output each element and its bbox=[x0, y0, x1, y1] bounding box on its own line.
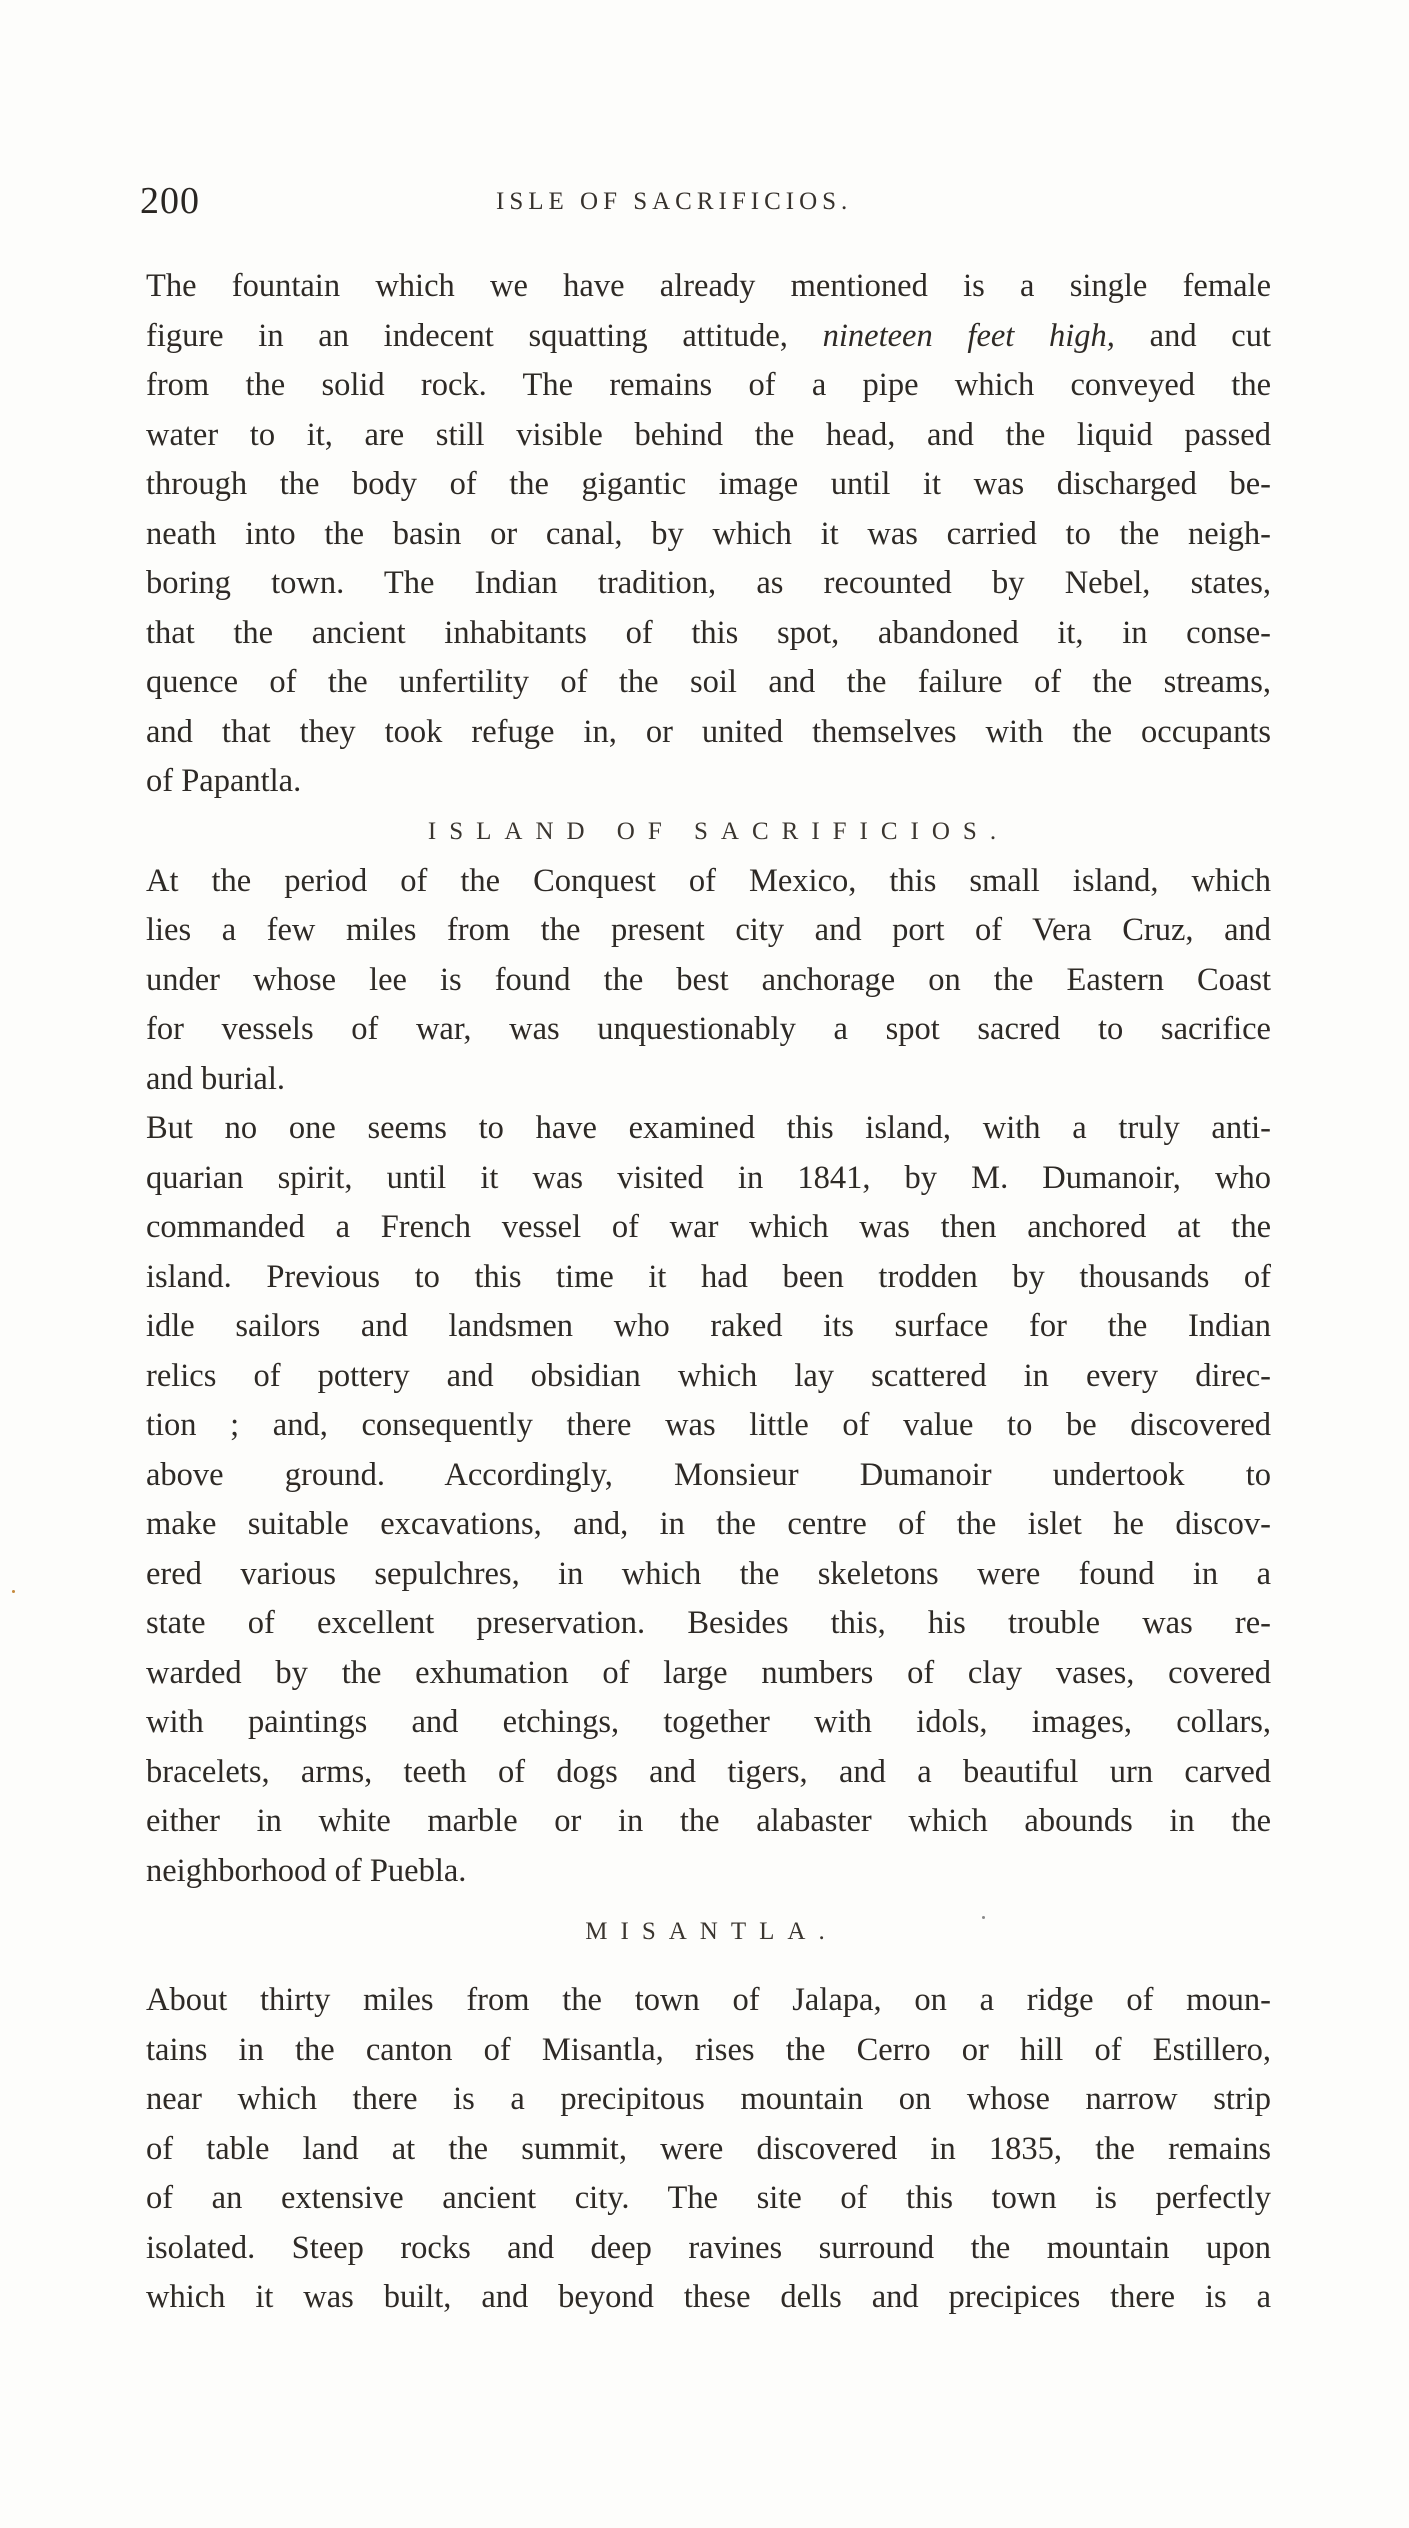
text-line: isolated. Steep rocks and deep ravines surround the mountain upon bbox=[146, 2229, 1271, 2266]
text-line: quence of the unfertility of the soil and the failure of the streams, bbox=[146, 664, 1271, 700]
text-line: idle sailors and landsmen who raked its surface for the Indian bbox=[146, 1308, 1271, 1344]
text-line: above ground. Accordingly, Monsieur Dumanoir undertook to bbox=[146, 1456, 1271, 1493]
text-line: ered various sepulchres, in which the skeletons were found in a bbox=[146, 1555, 1271, 1592]
page-header bbox=[140, 176, 1275, 226]
text-line: lies a few miles from the present city and port of Vera Cruz, and bbox=[146, 912, 1271, 948]
text-line: warded by the exhumation of large numbers of clay vases, covered bbox=[146, 1654, 1271, 1691]
paragraph-conquest bbox=[146, 857, 1271, 1105]
text-line: tion ; and, consequently there was little of value to be discovered bbox=[146, 1407, 1271, 1443]
text-line: The fountain which we have already mentioned is a single female bbox=[146, 268, 1271, 304]
italic-phrase: nineteen feet high, bbox=[822, 317, 1115, 354]
text-segment: figure in an indecent squatting attitude, bbox=[146, 317, 823, 354]
paper-speck bbox=[982, 1916, 985, 1919]
text-segment: and cut bbox=[1114, 317, 1271, 354]
text-line: and that they took refuge in, or united themselves with the occupants bbox=[146, 713, 1271, 750]
text-line: island. Previous to this time it had been trodden by thousands of bbox=[146, 1258, 1271, 1295]
text-line: relics of pottery and obsidian which lay scattered in every direc- bbox=[146, 1357, 1271, 1394]
text-line: commanded a French vessel of war which was then anchored at the bbox=[146, 1209, 1271, 1245]
paper-speck bbox=[12, 1590, 15, 1593]
text-line: and burial. bbox=[146, 1060, 285, 1097]
text-line: for vessels of war, was unquestionably a spot sacred to sacrifice bbox=[146, 1011, 1271, 1047]
page-number: 200 bbox=[140, 180, 200, 222]
text-line: of Papantla. bbox=[146, 763, 302, 799]
text-line: which it was built, and beyond these dells and precipices there is a bbox=[146, 2279, 1271, 2315]
text-line: from the solid rock. The remains of a pipe which conveyed the bbox=[146, 367, 1271, 403]
text-line: neath into the basin or canal, by which it was carried to the neigh- bbox=[146, 515, 1271, 552]
section-heading-misantla: MISANTLA. bbox=[585, 1918, 838, 1945]
text-line: But no one seems to have examined this island, with a truly anti- bbox=[146, 1110, 1271, 1146]
text-line: boring town. The Indian tradition, as recounted by Nebel, states, bbox=[146, 565, 1271, 601]
section-heading-island-of-sacrificios: ISLAND OF SACRIFICIOS. bbox=[427, 817, 1010, 845]
body-text bbox=[146, 262, 1271, 2323]
text-line: of an extensive ancient city. The site of this town is perfectly bbox=[146, 2180, 1271, 2216]
text-line: near which there is a precipitous mountain on whose narrow strip bbox=[146, 2081, 1271, 2117]
paragraph-dumanoir bbox=[146, 1104, 1271, 1896]
text-line: quarian spirit, until it was visited in 1841, by M. Dumanoir, who bbox=[146, 1159, 1271, 1196]
text-line: through the body of the gigantic image until it was discharged be- bbox=[146, 466, 1271, 502]
running-head: ISLE OF SACRIFICIOS. bbox=[496, 188, 853, 215]
text-line: tains in the canton of Misantla, rises the Cerro or hill of Estillero, bbox=[146, 2031, 1271, 2068]
text-line: of table land at the summit, were discovered in 1835, the remains bbox=[146, 2130, 1271, 2167]
paragraph-misantla bbox=[146, 1976, 1271, 2323]
text-line: bracelets, arms, teeth of dogs and tigers, and a beautiful urn carved bbox=[146, 1753, 1271, 1790]
text-line: About thirty miles from the town of Jalapa, on a ridge of moun- bbox=[146, 1982, 1271, 2018]
text-line: with paintings and etchings, together with idols, images, collars, bbox=[146, 1704, 1271, 1740]
text-line: neighborhood of Puebla. bbox=[146, 1852, 467, 1889]
paragraph-fountain bbox=[146, 262, 1271, 807]
text-line: water to it, are still visible behind the head, and the liquid passed bbox=[146, 416, 1271, 453]
text-line: either in white marble or in the alabaster which abounds in the bbox=[146, 1803, 1271, 1839]
text-line: make suitable excavations, and, in the centre of the islet he discov- bbox=[146, 1506, 1271, 1542]
text-line: At the period of the Conquest of Mexico, this small island, which bbox=[146, 862, 1271, 899]
text-line: under whose lee is found the best anchorage on the Eastern Coast bbox=[146, 961, 1271, 998]
text-line: that the ancient inhabitants of this spot, abandoned it, in conse- bbox=[146, 614, 1271, 651]
text-line bbox=[146, 312, 1271, 362]
text-line: state of excellent preservation. Besides this, his trouble was re- bbox=[146, 1605, 1271, 1641]
